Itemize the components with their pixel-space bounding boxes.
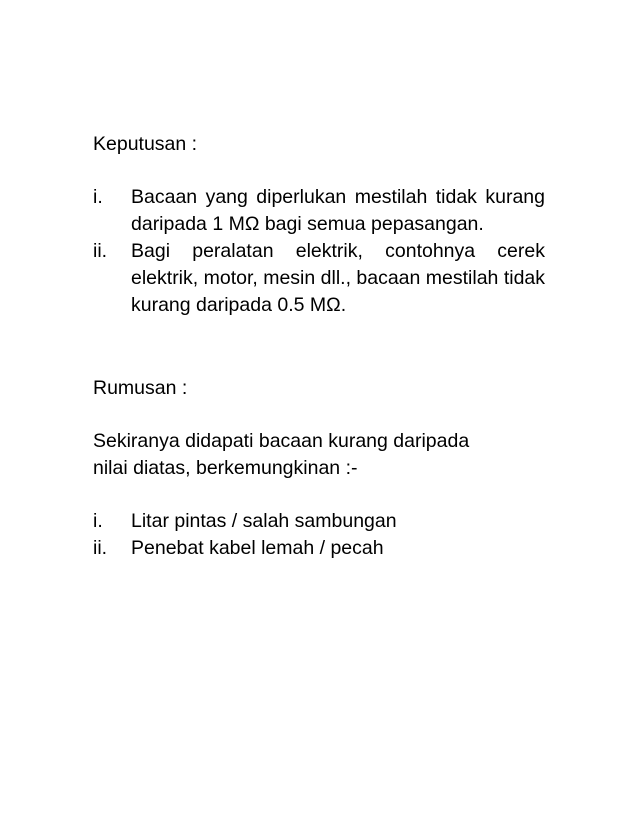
heading-keputusan: Keputusan : [93,133,198,155]
paragraph-line: nilai diatas, berkemungkinan :- [93,457,358,479]
list-item-text: Bacaan yang diperlukan mestilah tidak kurang daripada 1 MΩ bagi semua pepasangan. [131,186,545,235]
list-item [93,508,545,535]
heading-rumusan: Rumusan : [93,377,188,399]
list-item [93,535,545,562]
list-item [93,238,545,319]
rumusan-paragraph [93,428,545,482]
list-marker: i. [93,510,103,532]
paragraph-line: Sekiranya didapati bacaan kurang daripada [93,430,470,452]
list-item-text: Litar pintas / salah sambungan [131,510,397,532]
rumusan-list [93,508,545,562]
list-item-text: Penebat kabel lemah / pecah [131,537,384,559]
keputusan-list [93,184,545,319]
list-item [93,184,545,238]
list-marker: ii. [93,537,108,559]
list-item-text: Bagi peralatan elektrik, contohnya cerek elektrik, motor, mesin dll., bacaan mestilah tidak kurang daripada 0.5 MΩ. [131,240,546,316]
list-marker: i. [93,186,103,208]
list-marker: ii. [93,240,108,262]
